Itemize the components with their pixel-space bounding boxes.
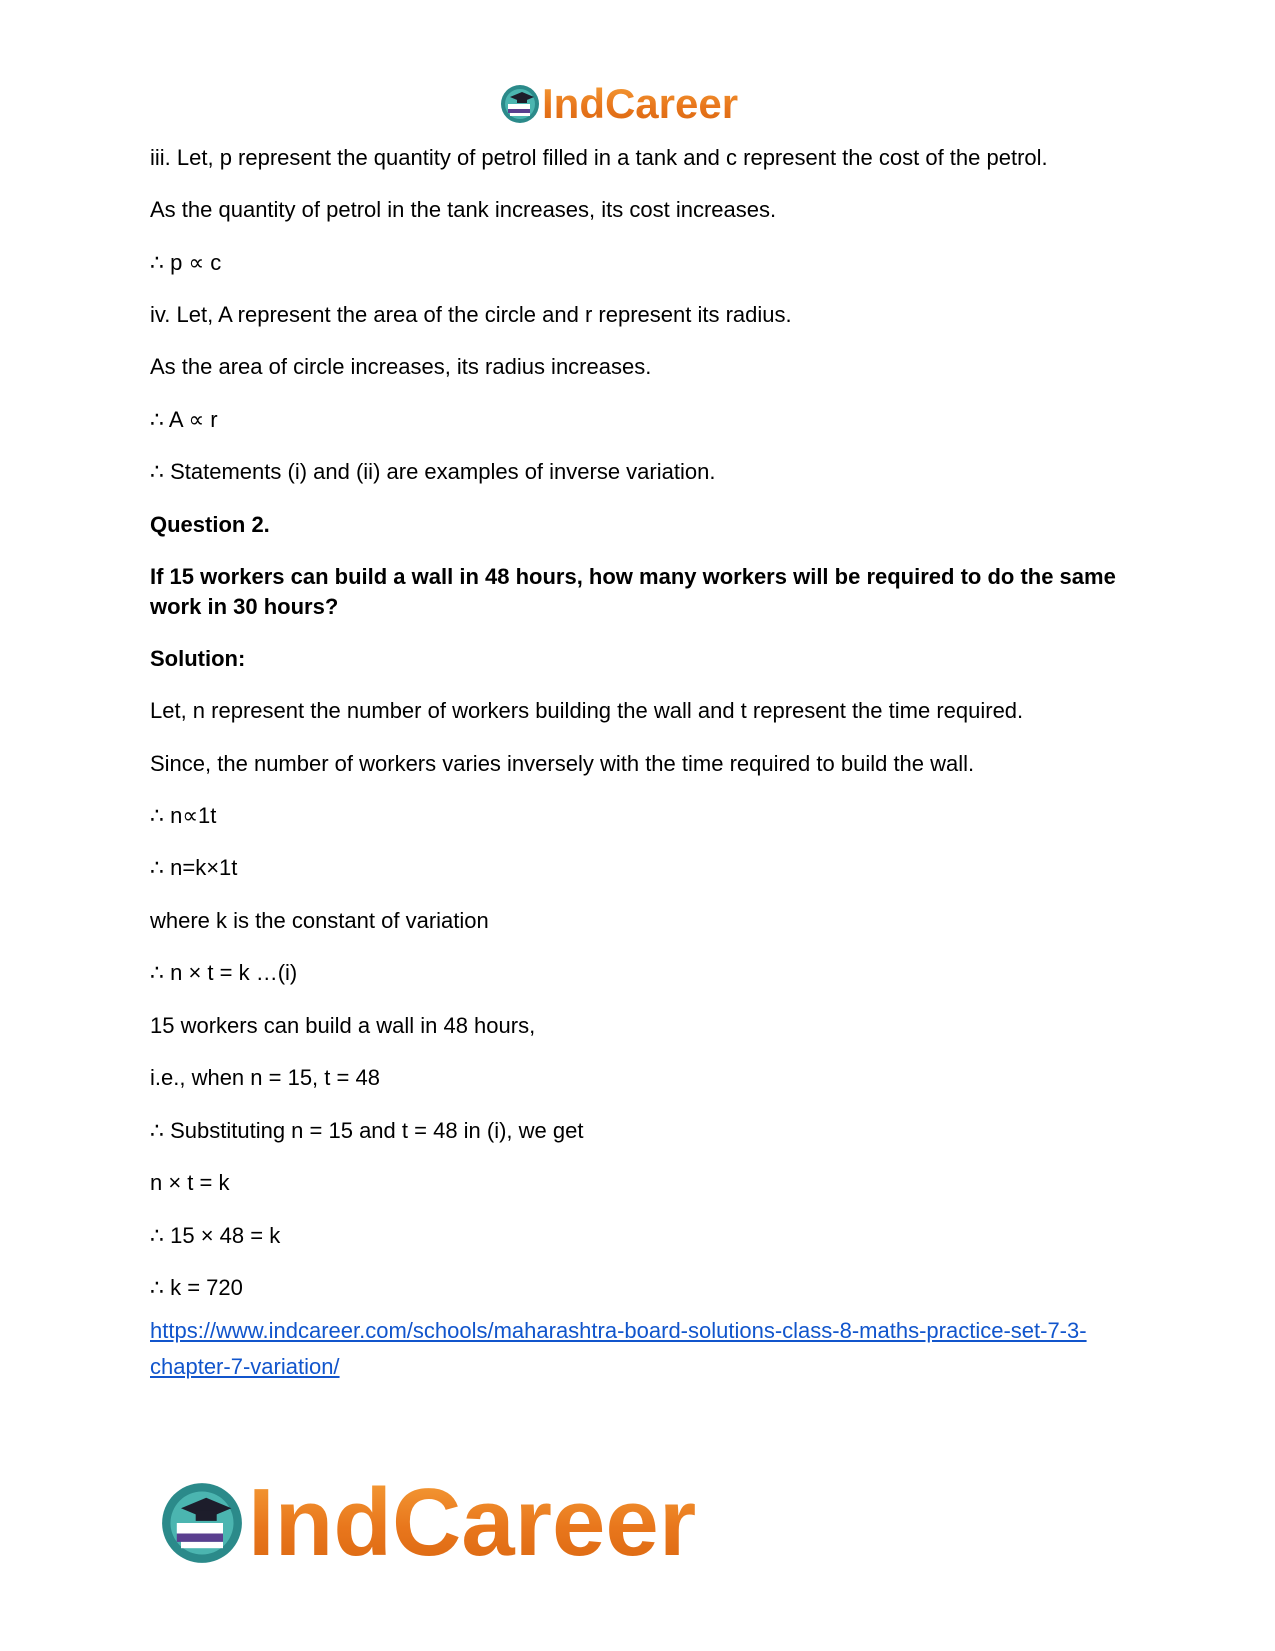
text-line: Since, the number of workers varies inversely with the time required to build the wall. [150, 751, 975, 776]
equation-line: ∴ n=k×1t [150, 855, 238, 880]
question-text: If 15 workers can build a wall in 48 hours, how many workers will be required to do the same work in 30 hours? [150, 564, 1116, 619]
text-line: iv. Let, A represent the area of the circle and r represent its radius. [150, 302, 792, 327]
text-line: ∴ Statements (i) and (ii) are examples of inverse variation. [150, 459, 716, 484]
equation-line: n × t = k [150, 1170, 230, 1195]
source-link[interactable]: https://www.indcareer.com/schools/maharashtra-board-solutions-class-8-maths-practice-set-7-3-chapter-7-variation/ [150, 1318, 1087, 1379]
footer-logo [160, 1468, 696, 1578]
text-line: ∴ A ∝ r [150, 407, 218, 432]
text-line: As the quantity of petrol in the tank increases, its cost increases. [150, 197, 777, 222]
text-line: 15 workers can build a wall in 48 hours, [150, 1013, 536, 1038]
graduation-book-icon [500, 84, 540, 124]
logo-text: IndCareer [248, 1469, 697, 1576]
text-line: iii. Let, p represent the quantity of petrol filled in a tank and c represent the cost of the petrol. [150, 145, 1048, 170]
equation-line: ∴ n × t = k …(i) [150, 960, 298, 985]
question-heading: Question 2. [150, 512, 270, 537]
solution-heading: Solution: [150, 646, 246, 671]
logo-text: IndCareer [542, 80, 739, 127]
text-line: ∴ Substituting n = 15 and t = 48 in (i), we get [150, 1118, 584, 1143]
text-line: where k is the constant of variation [150, 908, 489, 933]
text-line: As the area of circle increases, its radius increases. [150, 354, 652, 379]
text-line: ∴ p ∝ c [150, 250, 222, 275]
equation-line: ∴ 15 × 48 = k [150, 1223, 281, 1248]
text-line: i.e., when n = 15, t = 48 [150, 1065, 380, 1090]
equation-line: ∴ k = 720 [150, 1275, 243, 1300]
header-logo [500, 80, 738, 128]
text-line: Let, n represent the number of workers building the wall and t represent the time required. [150, 698, 1024, 723]
graduation-book-icon [160, 1481, 244, 1565]
equation-line: ∴ n∝1t [150, 803, 217, 828]
